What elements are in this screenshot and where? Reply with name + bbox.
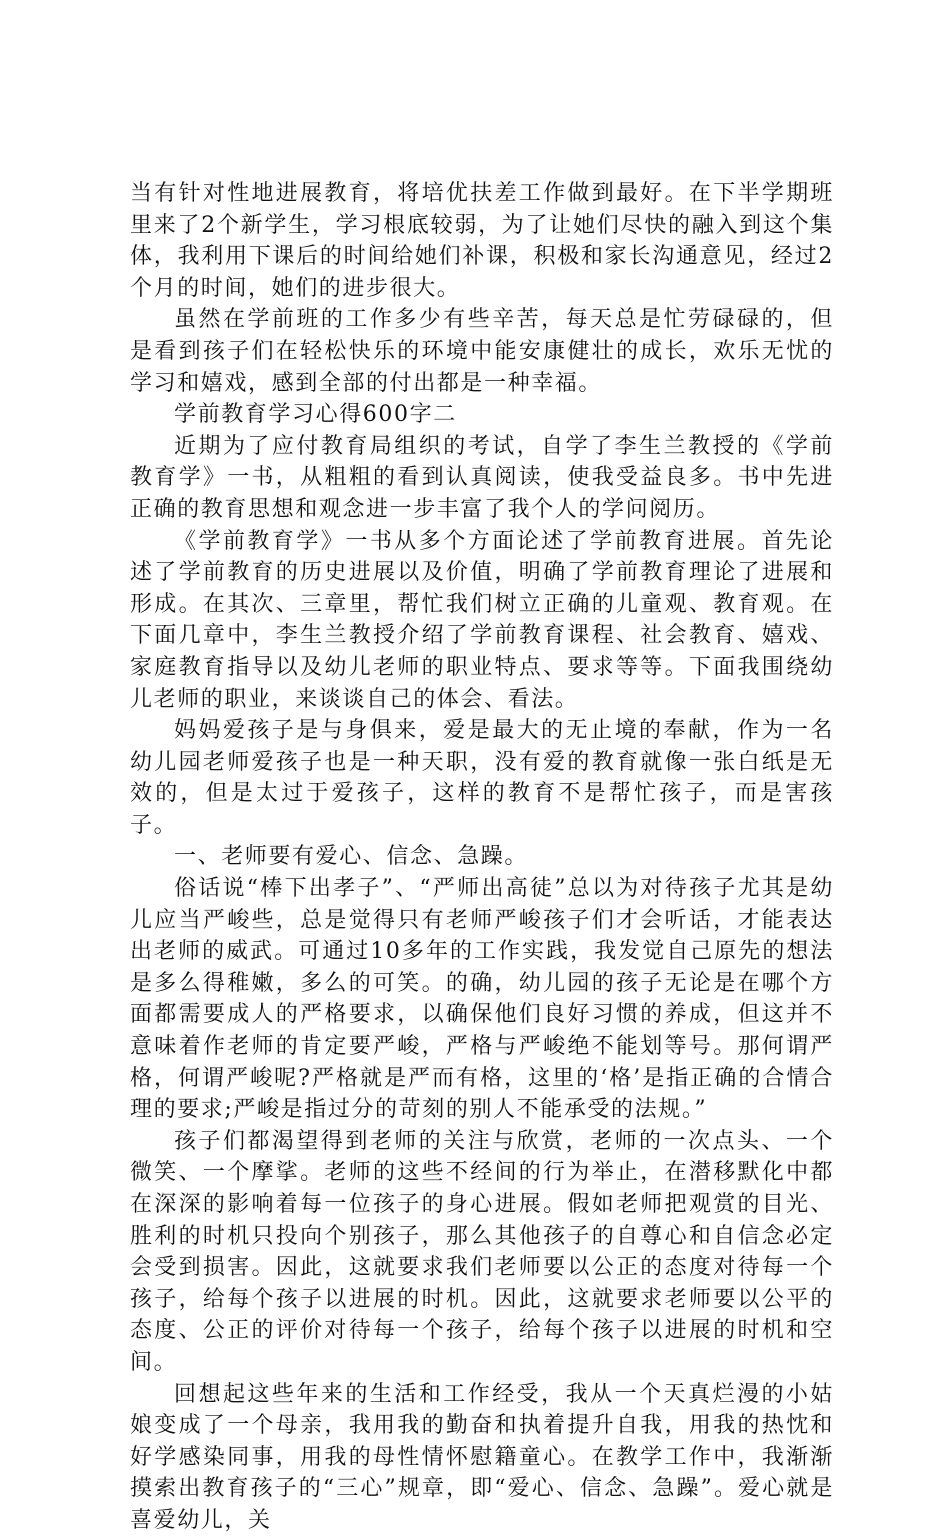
paragraph: 回想起这些年来的生活和工作经受，我从一个天真烂漫的小姑娘变成了一个母亲，我用我的勤奋和执着提升自我，用我的热忱和好学感染同事，用我的母性情怀慰籍童心。在教学工作中，我渐渐摸索出教育孩子的“三心”规章，即“爱心、信念、急躁”。爱心就是喜爱幼儿，关 bbox=[130, 1381, 834, 1533]
paragraph: 虽然在学前班的工作多少有些辛苦，每天总是忙劳碌碌的，但是看到孩子们在轻松快乐的环境中能安康健壮的成长，欢乐无忧的学习和嬉戏，感到全部的付出都是一种幸福。 bbox=[130, 307, 834, 396]
document-page bbox=[130, 178, 834, 1537]
paragraph: 妈妈爱孩子是与身俱来，爱是最大的无止境的奉献，作为一名幼儿园老师爱孩子也是一种天职，没有爱的教育就像一张白纸是无效的，但是太过于爱孩子，这样的教育不是帮忙孩子，而是害孩子。 bbox=[130, 718, 834, 838]
paragraph-continuation: 当有针对性地进展教育，将培优扶差工作做到最好。在下半学期班里来了2个新学生，学习根底较弱，为了让她们尽快的融入到这个集体，我利用下课后的时间给她们补课，积极和家长沟通意见，经过2个月的时间，她们的进步很大。 bbox=[130, 181, 834, 301]
section-title: 学前教育学习心得600字二 bbox=[174, 402, 457, 428]
paragraph: 俗话说“棒下出孝子”、“严师出高徒”总以为对待孩子尤其是幼儿应当严峻些，总是觉得只有老师严峻孩子们才会听话，才能表达出老师的威武。可通过10多年的工作实践，我发觉自己原先的想法是多么得稚嫩，多么的可笑。的确，幼儿园的孩子无论是在哪个方面都需要成人的严格要求，以确保他们良好习惯的养成，但这并不意味着作老师的肯定要严峻，严格与严峻绝不能划等号。那何谓严格，何谓严峻呢?严格就是严而有格，这里的‘格’是指正确的合情合理的要求;严峻是指过分的苛刻的别人不能承受的法规。” bbox=[130, 876, 834, 1123]
paragraph: 孩子们都渴望得到老师的关注与欣赏，老师的一次点头、一个微笑、一个摩挲。老师的这些不经间的行为举止，在潜移默化中都在深深的影响着每一位孩子的身心进展。假如老师把观赏的目光、胜利的时机只投向个别孩子，那么其他孩子的自尊心和自信念必定会受到损害。因此，这就要求我们老师要以公正的态度对待每一个孩子，给每个孩子以进展的时机。因此，这就要求老师要以公平的态度、公正的评价对待每一个孩子，给每个孩子以进展的时机和空间。 bbox=[130, 1128, 834, 1375]
paragraph: 《学前教育学》一书从多个方面论述了学前教育进展。首先论述了学前教育的历史进展以及价值，明确了学前教育理论了进展和形成。在其次、三章里，帮忙我们树立正确的儿童观、教育观。在下面几章中，李生兰教授介绍了学前教育课程、社会教育、嬉戏、家庭教育指导以及幼儿老师的职业特点、要求等等。下面我围绕幼儿老师的职业，来谈谈自己的体会、看法。 bbox=[130, 528, 834, 712]
paragraph: 近期为了应付教育局组织的考试，自学了李生兰教授的《学前教育学》一书，从粗粗的看到认真阅读，使我受益良多。书中先进正确的教育思想和观念进一步丰富了我个人的学问阅历。 bbox=[130, 433, 834, 522]
subsection-heading: 一、老师要有爱心、信念、急躁。 bbox=[174, 844, 529, 870]
